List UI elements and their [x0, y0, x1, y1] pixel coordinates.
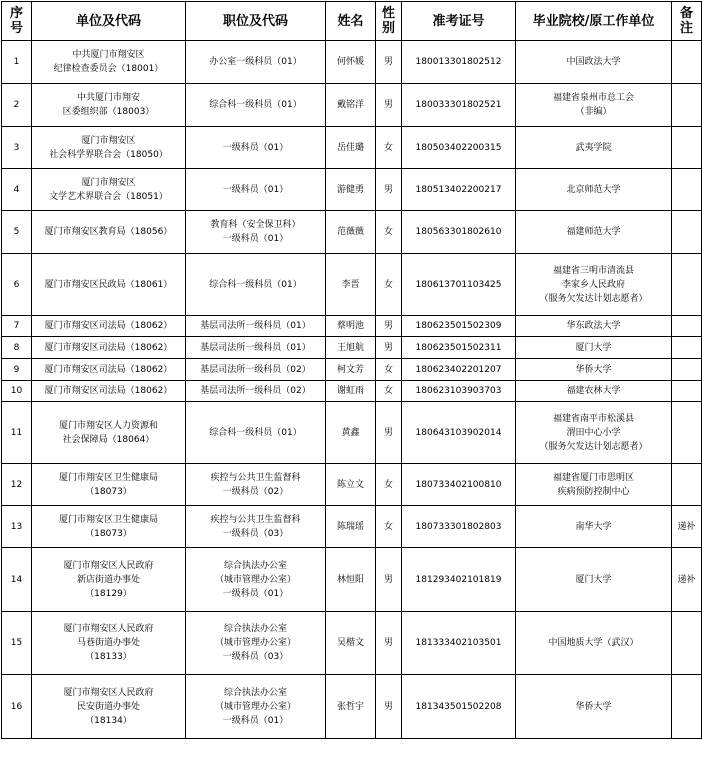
cell-seq: 13	[2, 506, 32, 548]
cell-position-line: （城市管理办公室）	[214, 638, 296, 648]
cell-unit	[32, 359, 186, 381]
cell-school-line: 福建师范大学	[566, 227, 621, 237]
cell-unit	[32, 464, 186, 506]
cell-gender: 男	[376, 402, 402, 464]
cell-unit	[32, 254, 186, 316]
cell-name: 张哲宇	[326, 675, 376, 739]
cell-unit-line: 中共厦门市翔安	[76, 93, 140, 103]
cell-note	[672, 316, 702, 337]
cell-unit-line: 新店街道办事处	[76, 574, 140, 585]
cell-note	[672, 675, 702, 739]
cell-school	[516, 84, 672, 127]
cell-position	[186, 464, 326, 506]
cell-note	[672, 211, 702, 254]
cell-gender: 女	[376, 464, 402, 506]
cell-unit-line: 民安街道办事处	[76, 701, 140, 712]
cell-unit-line: 厦门市翔安区人民政府	[63, 624, 154, 634]
cell-position-line: 综合执法办公室	[223, 624, 287, 634]
cell-name: 陈立文	[326, 464, 376, 506]
cell-unit	[32, 316, 186, 337]
cell-seq: 8	[2, 337, 32, 359]
cell-gender: 男	[376, 548, 402, 612]
cell-position	[186, 506, 326, 548]
cell-seq: 6	[2, 254, 32, 316]
cell-school-line: 中国地质大学（武汉）	[548, 638, 639, 648]
cell-position	[186, 316, 326, 337]
cell-position-line: 基层司法所一级科员（02）	[200, 364, 311, 375]
cell-seq: 4	[2, 169, 32, 211]
cell-name: 岳佳璐	[326, 127, 376, 169]
cell-position-line: 一级科员（02）	[222, 486, 289, 497]
cell-exam-no: 180733301802803	[402, 506, 516, 548]
cell-school-line: 华侨大学	[575, 364, 612, 375]
cell-position	[186, 211, 326, 254]
cell-unit-line: 厦门市翔安区卫生健康局	[58, 514, 158, 525]
header-school: 毕业院校/原工作单位	[516, 2, 672, 41]
cell-unit	[32, 127, 186, 169]
cell-note	[672, 359, 702, 381]
admission-roster-table	[1, 1, 702, 739]
cell-school	[516, 337, 672, 359]
cell-position-line: 一级科员（01）	[222, 588, 289, 599]
cell-school-line: 厦门大学	[575, 574, 612, 585]
cell-seq: 3	[2, 127, 32, 169]
cell-school-line: 渭田中心小学	[566, 427, 621, 438]
cell-unit	[32, 169, 186, 211]
cell-seq: 15	[2, 612, 32, 675]
cell-position	[186, 169, 326, 211]
cell-note: 递补	[672, 548, 702, 612]
header-position: 职位及代码	[186, 2, 326, 41]
cell-gender: 男	[376, 84, 402, 127]
cell-unit-line: 厦门市翔安区人民政府	[63, 560, 154, 571]
cell-school	[516, 211, 672, 254]
cell-exam-no: 180623501502311	[402, 337, 516, 359]
cell-name: 何怀媛	[326, 41, 376, 84]
cell-exam-no: 180503402200315	[402, 127, 516, 169]
table-row	[2, 675, 702, 739]
cell-unit	[32, 211, 186, 254]
cell-unit	[32, 337, 186, 359]
cell-position-line: 一级科员（03）	[222, 528, 289, 539]
cell-gender: 男	[376, 169, 402, 211]
cell-position-line: （城市管理办公室）	[214, 574, 296, 585]
cell-exam-no: 180613701103425	[402, 254, 516, 316]
cell-seq: 2	[2, 84, 32, 127]
cell-unit	[32, 402, 186, 464]
cell-note	[672, 464, 702, 506]
cell-position-line: 综合科一级科员（01）	[209, 427, 302, 438]
cell-unit-line: （18073）	[85, 486, 132, 497]
cell-school-line: 福建省厦门市思明区	[552, 472, 634, 483]
cell-school-line: 北京师范大学	[566, 184, 621, 195]
cell-school-line: 福建农林大学	[566, 386, 621, 396]
cell-name: 范薇薇	[326, 211, 376, 254]
cell-position	[186, 548, 326, 612]
cell-unit-line: 社会科学界联合会（18050）	[49, 149, 168, 160]
cell-unit-line: 厦门市翔安区司法局（18062）	[44, 386, 173, 396]
cell-position	[186, 675, 326, 739]
cell-position-line: 综合执法办公室	[223, 560, 287, 571]
cell-note	[672, 402, 702, 464]
cell-note	[672, 84, 702, 127]
cell-name: 游健勇	[326, 169, 376, 211]
header-gender: 性别	[376, 2, 402, 41]
cell-name: 蔡明池	[326, 316, 376, 337]
cell-unit-line: 厦门市翔安区民政局（18061）	[44, 279, 173, 290]
cell-position-line: 疾控与公共卫生监督科	[210, 514, 301, 525]
cell-unit-line: 厦门市翔安区司法局（18062）	[44, 364, 173, 375]
cell-school	[516, 254, 672, 316]
cell-note	[672, 612, 702, 675]
cell-school-line: 疾病预防控制中心	[557, 486, 630, 497]
cell-school	[516, 381, 672, 402]
cell-school	[516, 548, 672, 612]
header-unit: 单位及代码	[32, 2, 186, 41]
cell-school	[516, 41, 672, 84]
cell-exam-no: 180513402200217	[402, 169, 516, 211]
cell-school-line: （服务欠发达计划志愿者）	[539, 293, 648, 304]
cell-unit-line: 厦门市翔安区人民政府	[63, 687, 154, 698]
cell-school	[516, 169, 672, 211]
cell-unit-line: 区委组织部（18003）	[62, 107, 155, 117]
table-row	[2, 548, 702, 612]
cell-position-line: 综合执法办公室	[223, 687, 287, 698]
cell-position	[186, 402, 326, 464]
cell-unit	[32, 381, 186, 402]
cell-seq: 12	[2, 464, 32, 506]
cell-unit-line: （18134）	[85, 715, 132, 726]
cell-school	[516, 127, 672, 169]
table-row	[2, 316, 702, 337]
header-seq: 序号	[2, 2, 32, 41]
cell-gender: 女	[376, 127, 402, 169]
cell-position-line: 综合科一级科员（01）	[209, 100, 302, 110]
cell-school	[516, 506, 672, 548]
cell-position	[186, 127, 326, 169]
cell-school-line: 中国政法大学	[566, 57, 621, 67]
header-note: 备注	[672, 2, 702, 41]
cell-position	[186, 381, 326, 402]
cell-unit-line: 厦门市翔安区司法局（18062）	[44, 342, 173, 353]
cell-note	[672, 41, 702, 84]
table-row	[2, 337, 702, 359]
cell-position-line: 教育科（安全保卫科）	[210, 220, 301, 230]
cell-position-line: 办公室一级科员（01）	[209, 57, 302, 67]
cell-name: 黄鑫	[326, 402, 376, 464]
cell-exam-no: 181333402103501	[402, 612, 516, 675]
cell-position-line: 基层司法所一级科员（01）	[200, 321, 311, 331]
cell-position	[186, 337, 326, 359]
cell-unit-line: 厦门市翔安区司法局（18062）	[44, 321, 173, 331]
cell-unit-line: 厦门市翔安区卫生健康局	[58, 472, 158, 483]
cell-position-line: 一级科员（01）	[222, 715, 289, 726]
cell-school-line: 武夷学院	[575, 142, 612, 153]
cell-position-line: 综合科一级科员（01）	[209, 279, 302, 290]
cell-school-line: 南华大学	[575, 521, 612, 532]
cell-exam-no: 180623501502309	[402, 316, 516, 337]
cell-gender: 男	[376, 675, 402, 739]
cell-school	[516, 359, 672, 381]
cell-unit	[32, 41, 186, 84]
table-row	[2, 211, 702, 254]
cell-name: 王旭航	[326, 337, 376, 359]
cell-unit-line: 厦门市翔安区人力资源和	[58, 420, 158, 431]
cell-unit-line: （18133）	[85, 652, 132, 662]
cell-school-line: 福建省三明市清流县	[552, 265, 634, 276]
cell-school	[516, 402, 672, 464]
header-name: 姓名	[326, 2, 376, 41]
cell-gender: 女	[376, 359, 402, 381]
table-row	[2, 127, 702, 169]
cell-seq: 10	[2, 381, 32, 402]
cell-unit-line: 厦门市翔安区	[81, 135, 136, 146]
cell-school-line: （服务欠发达计划志愿者）	[539, 441, 648, 452]
cell-exam-no: 180623402201207	[402, 359, 516, 381]
cell-position	[186, 84, 326, 127]
cell-position-line: 一级科员（01）	[222, 184, 289, 195]
cell-unit-line: （18073）	[85, 528, 132, 539]
table-row	[2, 612, 702, 675]
cell-gender: 女	[376, 506, 402, 548]
cell-note: 递补	[672, 506, 702, 548]
cell-note	[672, 381, 702, 402]
cell-unit	[32, 612, 186, 675]
cell-unit-line: 社会保障局（18064）	[62, 434, 155, 445]
cell-exam-no: 180563301802610	[402, 211, 516, 254]
cell-school-line: （非编）	[575, 107, 612, 117]
cell-exam-no: 180643103902014	[402, 402, 516, 464]
cell-name: 陈瑞瑶	[326, 506, 376, 548]
cell-school	[516, 464, 672, 506]
cell-seq: 1	[2, 41, 32, 84]
cell-gender: 女	[376, 381, 402, 402]
cell-unit-line: 厦门市翔安区教育局（18056）	[44, 227, 173, 237]
table-row	[2, 381, 702, 402]
table-row	[2, 254, 702, 316]
cell-unit	[32, 506, 186, 548]
cell-unit	[32, 675, 186, 739]
cell-name: 林恒阳	[326, 548, 376, 612]
cell-unit-line: 中共厦门市翔安区	[72, 50, 145, 60]
cell-school	[516, 675, 672, 739]
cell-gender: 男	[376, 337, 402, 359]
cell-school-line: 华东政法大学	[566, 321, 621, 331]
cell-school	[516, 612, 672, 675]
cell-name: 柯文芳	[326, 359, 376, 381]
cell-name: 李晋	[326, 254, 376, 316]
cell-gender: 女	[376, 211, 402, 254]
cell-school-line: 李家乡人民政府	[561, 279, 625, 290]
cell-seq: 11	[2, 402, 32, 464]
cell-school-line: 华侨大学	[575, 701, 612, 712]
cell-position-line: 疾控与公共卫生监督科	[210, 472, 301, 483]
cell-school-line: 福建省南平市松溪县	[552, 413, 634, 424]
roster-body	[2, 41, 702, 739]
cell-note	[672, 337, 702, 359]
cell-exam-no: 181293402101819	[402, 548, 516, 612]
cell-school	[516, 316, 672, 337]
cell-position-line: 基层司法所一级科员（01）	[200, 342, 311, 353]
cell-unit-line: 马巷街道办事处	[76, 638, 140, 648]
cell-seq: 9	[2, 359, 32, 381]
table-row	[2, 84, 702, 127]
table-row	[2, 41, 702, 84]
cell-exam-no: 180733402100810	[402, 464, 516, 506]
cell-note	[672, 254, 702, 316]
cell-school-line: 厦门大学	[575, 342, 612, 353]
cell-unit-line: 厦门市翔安区	[81, 177, 136, 188]
cell-position	[186, 612, 326, 675]
cell-position-line: 一级科员（01）	[222, 234, 289, 244]
cell-gender: 男	[376, 41, 402, 84]
table-row	[2, 169, 702, 211]
cell-position	[186, 41, 326, 84]
cell-position-line: 一级科员（01）	[222, 142, 289, 153]
cell-position	[186, 359, 326, 381]
cell-exam-no: 181343501502208	[402, 675, 516, 739]
cell-unit	[32, 84, 186, 127]
cell-seq: 7	[2, 316, 32, 337]
cell-gender: 男	[376, 612, 402, 675]
header-exam-no: 准考证号	[402, 2, 516, 41]
cell-position-line: （城市管理办公室）	[214, 701, 296, 712]
table-row	[2, 506, 702, 548]
cell-position	[186, 254, 326, 316]
cell-note	[672, 127, 702, 169]
cell-unit	[32, 548, 186, 612]
table-row	[2, 464, 702, 506]
cell-name: 谢虹雨	[326, 381, 376, 402]
cell-position-line: 基层司法所一级科员（02）	[200, 386, 311, 396]
cell-position-line: 一级科员（03）	[222, 652, 289, 662]
cell-unit-line: 纪律检查委员会（18001）	[53, 64, 164, 74]
cell-exam-no: 180013301802512	[402, 41, 516, 84]
cell-note	[672, 169, 702, 211]
cell-seq: 16	[2, 675, 32, 739]
cell-seq: 5	[2, 211, 32, 254]
cell-exam-no: 180623103903703	[402, 381, 516, 402]
cell-gender: 女	[376, 254, 402, 316]
table-row	[2, 402, 702, 464]
table-row	[2, 359, 702, 381]
header-row	[2, 2, 702, 41]
cell-unit-line: 文学艺术界联合会（18051）	[49, 191, 168, 202]
cell-gender: 男	[376, 316, 402, 337]
cell-unit-line: （18129）	[85, 588, 132, 599]
cell-seq: 14	[2, 548, 32, 612]
cell-exam-no: 180033301802521	[402, 84, 516, 127]
cell-name: 吴楷文	[326, 612, 376, 675]
cell-name: 戴铭洋	[326, 84, 376, 127]
cell-school-line: 福建省泉州市总工会	[552, 93, 634, 103]
